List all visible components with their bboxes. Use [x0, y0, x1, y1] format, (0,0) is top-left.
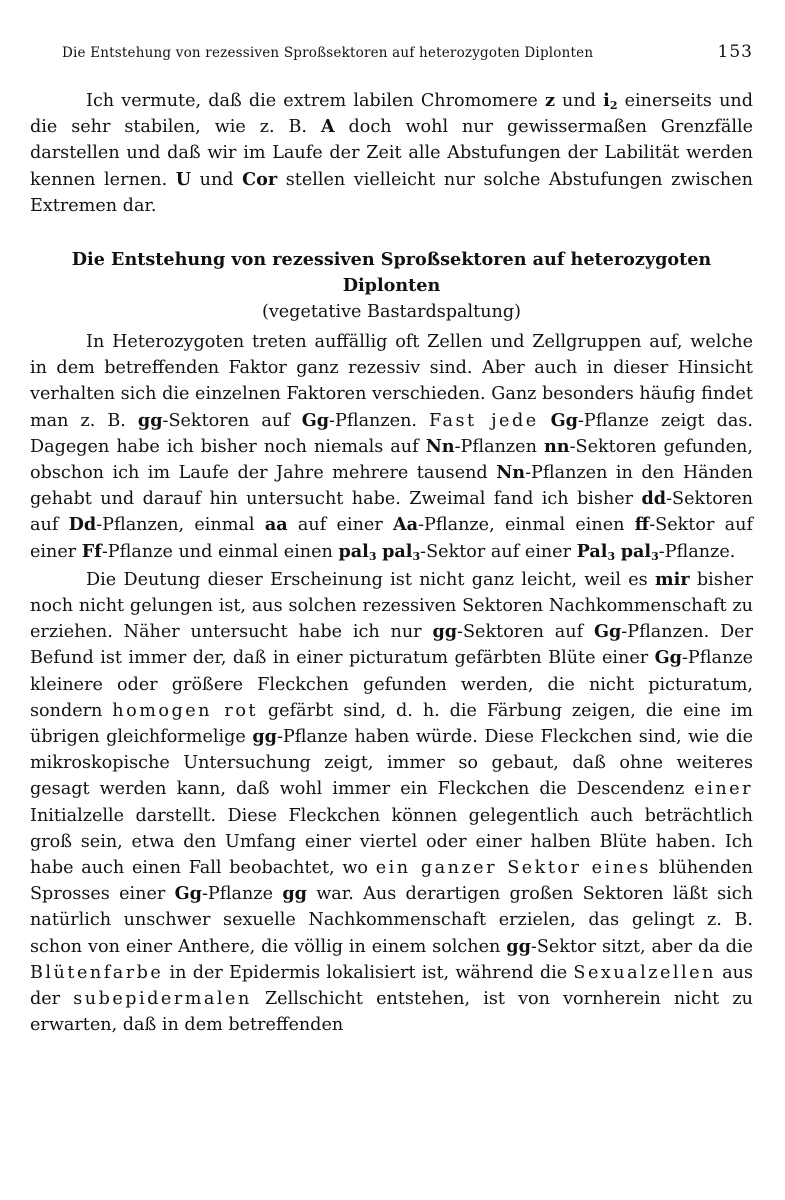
factor-symbol: Aa — [393, 514, 419, 536]
spaced-emphasis: Fast jede — [429, 410, 539, 431]
factor-symbol: Nn — [496, 462, 526, 484]
text-run: in der Epidermis lokalisiert ist, während die — [163, 962, 574, 983]
text-run: -Pflanze haben würde. Diese Fleckchen sind, wie die mikroskopische Untersuchung zeigt, immer so gebaut, daß ohne weiteres gesagt werden kann, daß wohl immer ein Fleckchen die Descendenz — [30, 727, 753, 800]
factor-symbol: gg — [282, 883, 307, 905]
factor-symbol: z — [544, 90, 555, 111]
text-run: -Pflanze und einmal einen — [101, 541, 339, 562]
section-gap — [30, 219, 753, 247]
factor-subscript: 3 — [412, 549, 421, 563]
section-subheading: (vegetative Bastardspaltung) — [261, 302, 522, 323]
factor-letters: pal — [620, 540, 652, 562]
factor-subscript: 2 — [609, 99, 618, 112]
factor-symbol: Cor — [242, 168, 278, 190]
text-run: auf einer — [287, 515, 393, 536]
spaced-emphasis: ein ganzer Sektor eines — [375, 858, 651, 879]
text-run: -Pflanzen in den Händen gehabt und darauf hin untersucht habe. Zweimal fand ich bisher — [30, 463, 753, 510]
factor-symbol — [603, 90, 617, 111]
text-run: -Pflanze — [201, 884, 283, 905]
factor-symbol: Ff — [81, 540, 102, 562]
factor-symbol: gg — [506, 935, 531, 957]
text-run: Die Deutung dieser Erscheinung ist nicht ganz leicht, weil es — [86, 569, 656, 590]
factor-symbol: Gg — [174, 883, 202, 905]
text-run: war. Aus derartigen großen Sektoren läßt sich natürlich unschwer sexuelle Nachkommenschaft erzielen, das gelingt z. B. schon von einer Anthere, die völlig in einem solchen — [30, 884, 753, 957]
text-run: -Pflanze. — [658, 541, 736, 562]
text-run: -Pflanzen. — [329, 410, 429, 431]
factor-symbol: ff — [634, 514, 650, 536]
factor-symbol — [382, 541, 420, 562]
factor-symbol: Gg — [593, 621, 622, 643]
text-run: -Pflanzen, einmal — [96, 515, 265, 536]
factor-symbol — [577, 541, 616, 562]
running-head-title: Die Entstehung von rezessiven Sproßsektoren auf heterozygoten Diplonten — [62, 45, 594, 61]
text-run — [539, 411, 551, 431]
factor-letter: i — [603, 90, 610, 111]
factor-symbol — [338, 541, 376, 562]
text-run: und — [554, 91, 604, 111]
factor-symbol — [621, 541, 659, 562]
text-run: -Sektoren auf — [30, 489, 753, 536]
spaced-emphasis: homogen rot — [112, 700, 258, 721]
text-run: und — [191, 169, 243, 190]
factor-symbol: gg — [432, 621, 458, 643]
paragraph-2 — [30, 567, 753, 1039]
text-run: Ich vermute, daß die extrem labilen Chromomere — [86, 91, 545, 111]
spaced-emphasis: subepidermalen — [73, 989, 252, 1010]
factor-letters: Pal — [576, 540, 608, 562]
page-body — [30, 88, 753, 1039]
factor-symbol: gg — [137, 409, 163, 431]
text-run: -Sektor sitzt, aber da die — [530, 936, 753, 957]
factor-letters: pal — [338, 540, 369, 562]
factor-symbol: Gg — [550, 409, 578, 431]
running-head — [62, 42, 753, 62]
text-run: doch wohl nur gewissermaßen Grenzfälle darstellen und daß wir im Laufe der Zeit alle Abstufungen der Labilität werden kennen lernen. — [30, 117, 753, 190]
factor-symbol: Nn — [425, 435, 455, 457]
factor-symbol: Gg — [654, 647, 682, 669]
text-run: einerseits und die sehr stabilen, wie z. B. — [30, 91, 753, 138]
factor-subscript: 3 — [368, 549, 377, 563]
text-run: -Sektoren auf — [162, 410, 302, 431]
text-run: -Pflanze, einmal einen — [418, 515, 635, 536]
paragraph-1 — [30, 329, 753, 565]
text-run: Initialzelle darstellt. Diese Fleckchen können gelegentlich auch beträchtlich groß sein, etwa den Umfang einer viertel oder einer halben Blüte haben. Ich habe auch einen Fall beobachtet, wo — [30, 805, 753, 879]
text-run: bisher noch nicht gelungen ist, aus solchen rezessiven Sektoren Nachkommenschaft zu erziehen. Näher untersucht habe ich nur — [30, 569, 753, 643]
factor-symbol: Dd — [68, 514, 97, 536]
factor-symbol: dd — [641, 488, 667, 510]
text-run: -Pflanzen. Der Befund ist immer der, daß in einer picturatum gefärbten Blüte einer — [30, 622, 753, 669]
spaced-emphasis: Blütenfarbe — [30, 962, 164, 983]
text-run: -Pflanze kleinere oder größere Fleckchen gefunden werden, die nicht picturatum, sondern — [30, 648, 753, 721]
spaced-emphasis: Sexualzellen — [573, 962, 716, 983]
factor-symbol: Gg — [301, 409, 330, 431]
factor-subscript: 3 — [651, 549, 659, 563]
text-run: aus der — [30, 962, 753, 1010]
factor-letters: pal — [382, 540, 413, 562]
text-run: gefärbt sind, d. h. die Färbung zeigen, die eine im übrigen gleichformelige — [30, 700, 753, 748]
factor-symbol: gg — [252, 726, 277, 748]
bold-emphasis: mir — [655, 568, 690, 590]
text-run: -Pflanzen — [454, 436, 544, 457]
text-run: -Sektor auf einer — [30, 515, 753, 562]
section-heading: Die Entstehung von rezessiven Sproßsektoren auf heterozygoten Diplonten — [71, 249, 712, 297]
text-run: Zellschicht entstehen, ist von vornherein nicht zu erwarten, daß in dem betreffenden — [30, 989, 753, 1036]
factor-subscript: 3 — [607, 549, 616, 563]
text-run: -Sektoren auf — [457, 622, 594, 643]
text-run: blühenden Sprosses einer — [30, 858, 753, 905]
text-run: -Sektor auf einer — [420, 541, 577, 562]
factor-symbol: aa — [264, 514, 288, 536]
text-run: stellen vielleicht nur solche Abstufungen zwischen Extremen dar. — [30, 169, 753, 216]
factor-symbol: nn — [544, 435, 570, 457]
text-run: -Sektoren gefunden, obschon ich im Laufe der Jahre mehrere tausend — [30, 436, 753, 484]
factor-symbol: U — [175, 168, 192, 190]
text-run: -Pflanze zeigt das. Dagegen habe ich bisher noch niemals auf — [30, 410, 753, 457]
page-number: 153 — [717, 42, 753, 62]
factor-symbol: A — [320, 116, 335, 138]
intro-paragraph — [30, 88, 753, 219]
spaced-emphasis: einer — [694, 779, 753, 800]
text-run: In Heterozygoten treten auffällig oft Zellen und Zellgruppen auf, welche in dem betreffenden Faktor ganz rezessiv sind. Aber auch in dieser Hinsicht verhalten sich die einzelnen Faktoren verschieden. Ganz besonders häufig findet man z. B. — [30, 332, 753, 431]
